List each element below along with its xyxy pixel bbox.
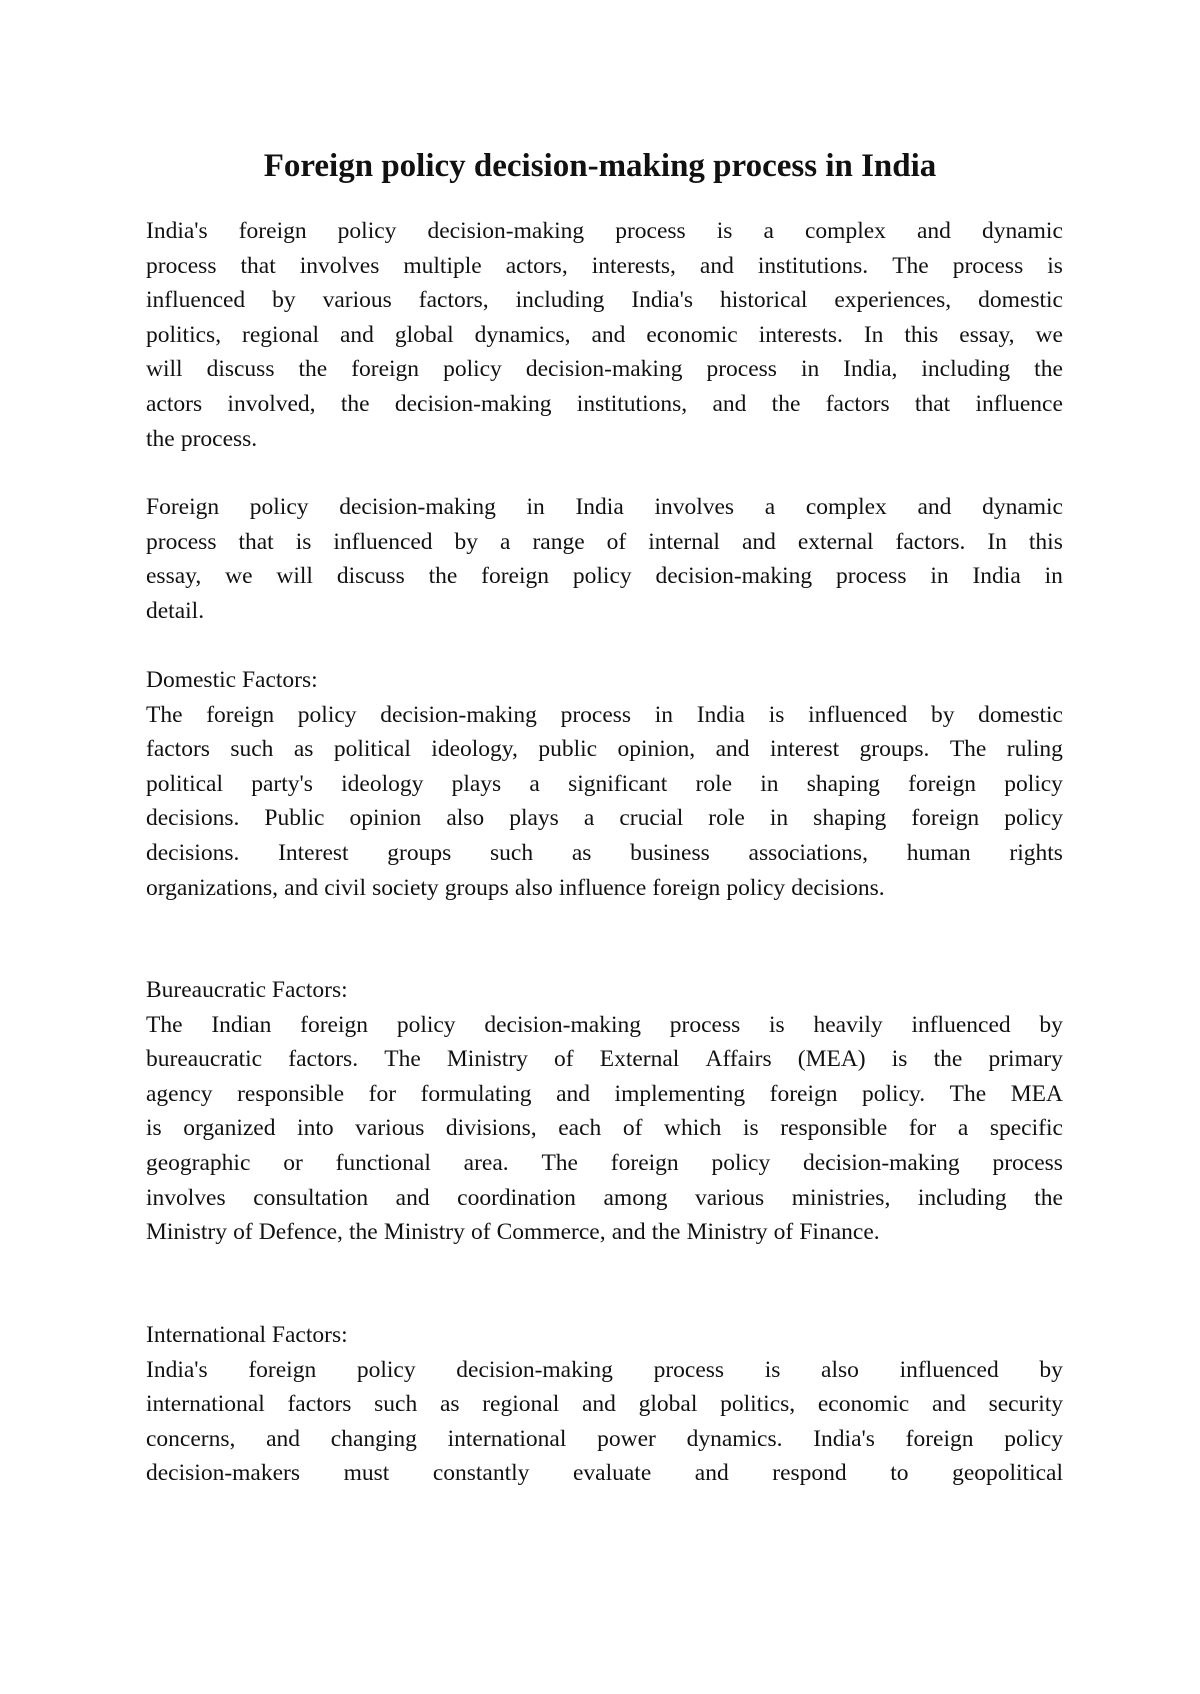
paragraph-intro (146, 214, 1063, 456)
paragraph-overview (146, 490, 1063, 628)
section-heading: Bureaucratic Factors: (146, 977, 348, 1003)
text-line: factors such as political ideology, public opinion, and interest groups. The ruling (146, 736, 1063, 763)
text-line: detail. (146, 597, 205, 624)
text-line: is organized into various divisions, each of which is responsible for a specific (146, 1115, 1063, 1142)
text-line: geographic or functional area. The foreign policy decision-making process (146, 1149, 1063, 1176)
text-line: decisions. Public opinion also plays a crucial role in shaping foreign policy (146, 805, 1063, 832)
text-line: process that is influenced by a range of internal and external factors. In this (146, 528, 1063, 555)
text-line: The Indian foreign policy decision-making process is heavily influenced by (146, 1011, 1063, 1038)
section-bureaucratic-factors (146, 973, 1063, 1250)
text-line: concerns, and changing international power dynamics. India's foreign policy (146, 1425, 1063, 1452)
text-line: international factors such as regional and global politics, economic and security (146, 1391, 1063, 1418)
text-line: India's foreign policy decision-making process is also influenced by (146, 1356, 1063, 1383)
text-line: influenced by various factors, including India's historical experiences, domestic (146, 287, 1063, 314)
text-line: essay, we will discuss the foreign policy decision-making process in India in (146, 563, 1063, 590)
text-line: politics, regional and global dynamics, and economic interests. In this essay, we (146, 321, 1063, 348)
section-international-factors (146, 1318, 1063, 1491)
text-line: political party's ideology plays a significant role in shaping foreign policy (146, 770, 1063, 797)
section-domestic-factors (146, 663, 1063, 905)
text-line: bureaucratic factors. The Ministry of External Affairs (MEA) is the primary (146, 1046, 1063, 1073)
text-line: the process. (146, 425, 258, 452)
text-line: decisions. Interest groups such as business associations, human rights (146, 839, 1063, 866)
text-line: The foreign policy decision-making process in India is influenced by domestic (146, 701, 1063, 728)
text-line: will discuss the foreign policy decision-making process in India, including the (146, 356, 1063, 383)
section-heading: Domestic Factors: (146, 667, 318, 693)
text-line: decision-makers must constantly evaluate and respond to geopolitical (146, 1460, 1063, 1487)
document-title: Foreign policy decision-making process in India (263, 148, 937, 184)
text-line: India's foreign policy decision-making process is a complex and dynamic (146, 218, 1063, 244)
text-line: involves consultation and coordination among various ministries, including the (146, 1184, 1063, 1211)
text-line: organizations, and civil society groups also influence foreign policy decisions. (146, 874, 885, 901)
text-line: process that involves multiple actors, interests, and institutions. The process is (146, 252, 1063, 279)
text-line: actors involved, the decision-making institutions, and the factors that influence (146, 390, 1063, 417)
text-line: Foreign policy decision-making in India involves a complex and dynamic (146, 494, 1063, 520)
text-line: Ministry of Defence, the Ministry of Commerce, and the Ministry of Finance. (146, 1219, 880, 1246)
text-line: agency responsible for formulating and implementing foreign policy. The MEA (146, 1080, 1063, 1107)
section-heading: International Factors: (146, 1322, 348, 1348)
